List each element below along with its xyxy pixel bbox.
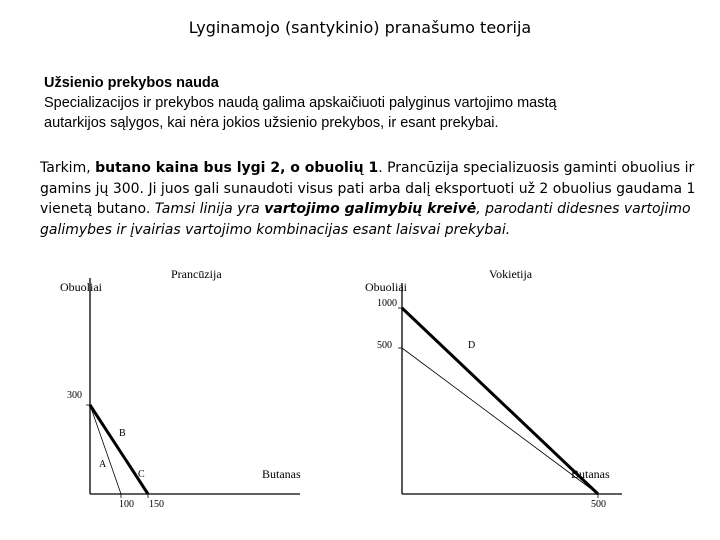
point-d-label: D	[468, 340, 476, 351]
text-span-italic: Tamsi linija yra	[154, 201, 265, 217]
text-span: Tarkim,	[40, 160, 96, 176]
france-x-tick-150: 150	[149, 499, 164, 510]
ppf-term: vartojimo galimybių kreivė	[264, 201, 477, 217]
point-a-label: A	[99, 459, 107, 470]
price-text: butano kaina bus lygi 2, o obuolių 1	[95, 160, 379, 176]
section-text-line-2: autarkijos sąlygos, kai nėra jokios užsienio prekybos, ir esant prekybai.	[44, 115, 499, 131]
germany-x-tick-500: 500	[591, 499, 606, 510]
germany-autarky-line	[402, 348, 598, 494]
france-x-tick-100: 100	[119, 499, 134, 510]
section-heading: Užsienio prekybos nauda	[44, 75, 219, 91]
germany-y-label: Obuoliai	[365, 280, 407, 294]
france-x-label: Butanas	[262, 467, 301, 481]
france-title: Prancūzija	[171, 267, 222, 281]
france-y-tick-300: 300	[67, 390, 82, 401]
page-title: Lyginamojo (santykinio) pranašumo teorija	[188, 18, 532, 37]
france-chart	[60, 267, 301, 510]
text-span: . Prancūzija specializuosis gaminti obuolius ir gamins jų 300. Ji juos gali sunaudoti visus pati arba dalį eksportuoti už 2 obuolius gaudama 1 vienetą butano.	[40, 160, 696, 217]
germany-title: Vokietija	[489, 267, 533, 281]
germany-ppf-line	[402, 308, 598, 494]
france-y-label: Obuoliai	[60, 280, 102, 294]
france-ppf-line	[90, 405, 148, 494]
germany-x-label: Butanas	[571, 467, 610, 481]
germany-y-tick-500: 500	[377, 340, 392, 351]
text-span-italic: , parodanti didesnes vartojimo galimybes ir įvairias vartojimo kombinacijas esant laisvai prekybai.	[40, 201, 691, 238]
point-c-label: C	[138, 469, 145, 480]
france-autarky-line	[90, 405, 121, 494]
germany-chart	[365, 267, 622, 510]
germany-y-tick-1000: 1000	[377, 298, 397, 309]
section-text-line-1: Specializacijos ir prekybos naudą galima apskaičiuoti palyginus vartojimo mastą	[44, 95, 557, 111]
point-b-label: B	[119, 428, 126, 439]
